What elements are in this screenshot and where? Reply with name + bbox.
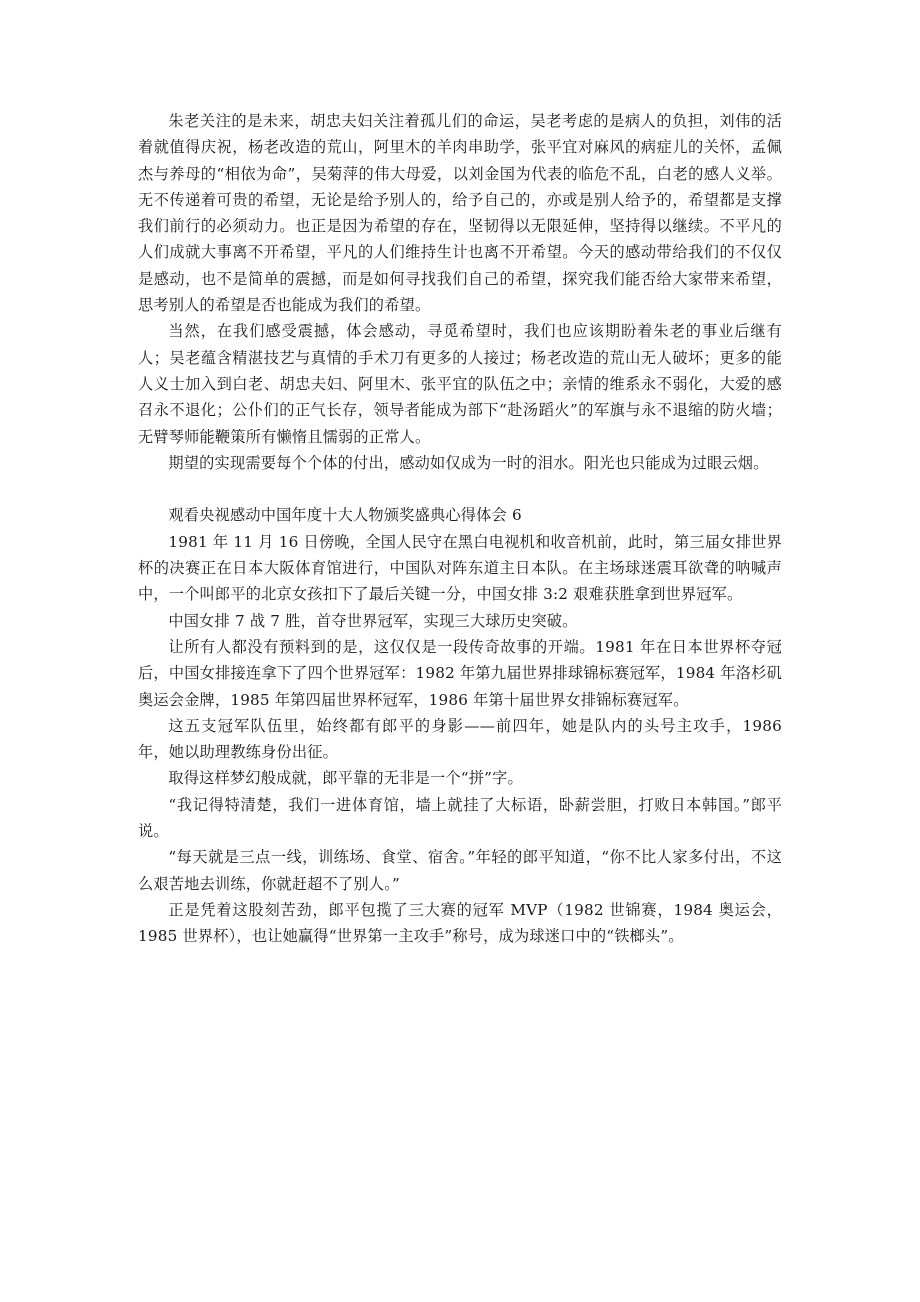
paragraph: 期望的实现需要每个个体的付出，感动如仅成为一时的泪水。阳光也只能成为过眼云烟。 [168, 453, 769, 472]
section-heading: 观看央视感动中国年度十大人物颁奖盛典心得体会 6 [168, 506, 522, 525]
paragraph: 正是凭着这股刻苦劲，郎平包揽了三大赛的冠军 MVP（1982 世锦赛，1984 奥运会，1985 世界杯），也让她赢得“世界第一主攻手”称号，成为球迷口中的“铁榔头”。 [138, 900, 782, 946]
paragraph: 中国女排 7 战 7 胜，首夺世界冠军，实现三大球历史突破。 [168, 611, 578, 630]
paragraph: 当然，在我们感受震撼，体会感动，寻觅希望时，我们也应该期盼着朱老的事业后继有人；吴老蕴含精湛技艺与真情的手术刀有更多的人接过；杨老改造的荒山无人破坏；更多的能人义士加入到白老、胡忠夫妇、阿里木、张平宜的队伍之中；亲情的维系永不弱化，大爱的感召永不退化；公仆们的正气长存，领导者能成为部下“赴汤蹈火”的军旗与永不退缩的防火墙；无臂琴师能鞭策所有懒惰且懦弱的正常人。 [138, 322, 782, 446]
paragraph: 1981 年 11 月 16 日傍晚，全国人民守在黑白电视机和收音机前，此时，第三届女排世界杯的决赛正在日本大阪体育馆进行，中国队对阵东道主日本队。在主场球迷震耳欲聋的呐喊声中，一个叫郎平的北京女孩扣下了最后关键一分，中国女排 3:2 艰难获胜拿到世界冠军。 [138, 532, 782, 604]
paragraph: “我记得特清楚，我们一进体育馆，墙上就挂了大标语，卧薪尝胆，打败日本韩国。”郎平说。 [138, 795, 782, 841]
paragraph: 朱老关注的是未来，胡忠夫妇关注着孤儿们的命运，吴老考虑的是病人的负担，刘伟的活着就值得庆祝，杨老改造的荒山，阿里木的羊肉串助学，张平宜对麻风的病症儿的关怀，孟佩杰与养母的“相依为命”，吴菊萍的伟大母爱，以刘金国为代表的临危不乱，白老的感人义举。无不传递着可贵的希望，无论是给予别人的，给予自己的，亦或是别人给予的，希望都是支撑我们前行的必须动力。也正是因为希望的存在，坚韧得以无限延伸，坚持得以继续。不平凡的人们成就大事离不开希望，平凡的人们维持生计也离不开希望。今天的感动带给我们的不仅仅是感动，也不是简单的震撼，而是如何寻找我们自己的希望，探究我们能否给大家带来希望，思考别人的希望是否也能成为我们的希望。 [138, 112, 782, 315]
document-page [138, 108, 782, 950]
paragraph: 让所有人都没有预料到的是，这仅仅是一段传奇故事的开端。1981 年在日本世界杯夺冠后，中国女排接连拿下了四个世界冠军：1982 年第九届世界排球锦标赛冠军，1984 年洛杉矶奥运会金牌，1985 年第四届世界杯冠军，1986 年第十届世界女排锦标赛冠军。 [138, 637, 782, 709]
paragraph: 这五支冠军队伍里，始终都有郎平的身影——前四年，她是队内的头号主攻手，1986 年，她以助理教练身份出征。 [138, 716, 782, 762]
paragraph: “每天就是三点一线，训练场、食堂、宿舍。”年轻的郎平知道，“你不比人家多付出，不这么艰苦地去训练，你就赶超不了别人。” [138, 848, 782, 893]
blank-line [138, 476, 782, 502]
paragraph: 取得这样梦幻般成就，郎平靠的无非是一个“拼”字。 [168, 769, 523, 788]
